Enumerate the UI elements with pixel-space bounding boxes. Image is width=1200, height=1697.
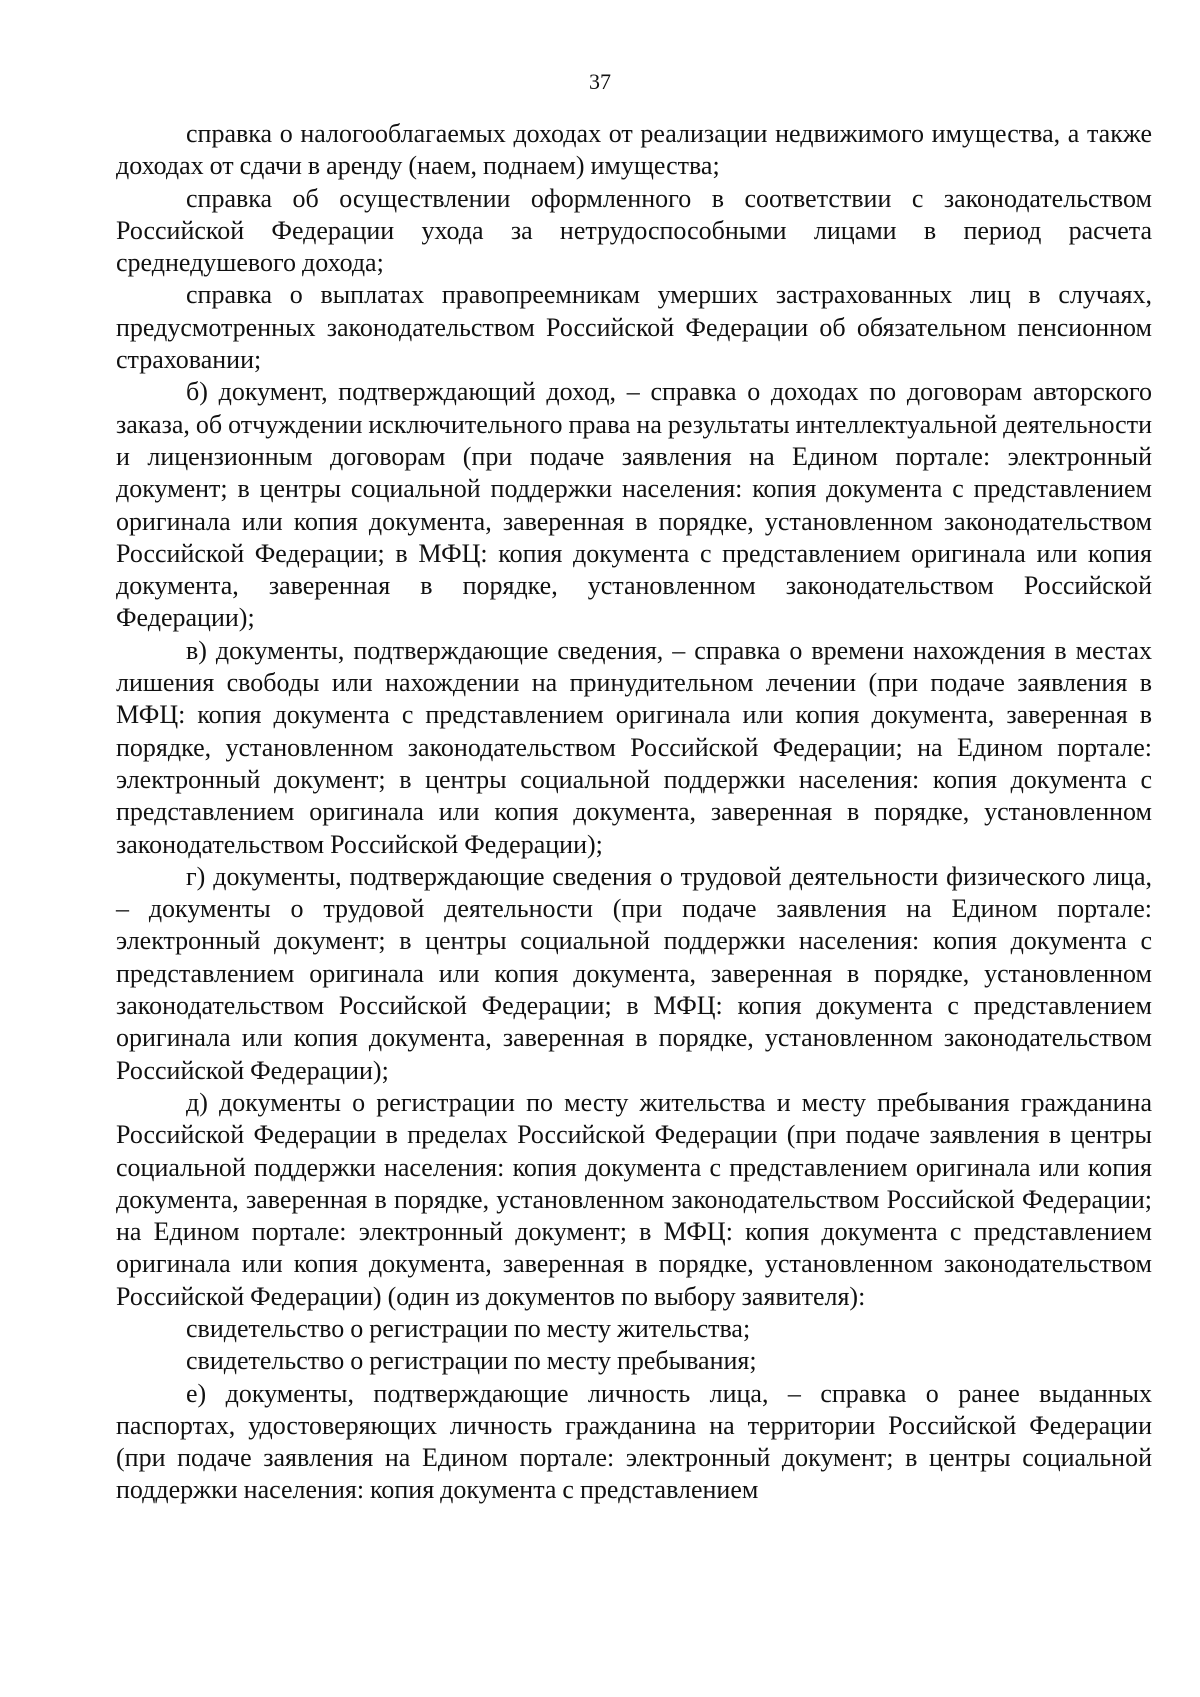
- page-number: 37: [589, 69, 611, 94]
- paragraph-3: справка о выплатах правопреемникам умерших застрахованных лиц в случаях, предусмотренных законодательством Российской Федерации об обязательном пенсионном страховании;: [116, 280, 1152, 375]
- paragraph-2: справка об осуществлении оформленного в соответствии с законодательством Российской Федерации ухода за нетрудоспособными лицами в период расчета среднедушевого дохода;: [116, 183, 1152, 278]
- paragraph-5: в) документы, подтверждающие сведения, – справка о времени нахождения в местах лишения свободы или нахождении на принудительном лечении (при подаче заявления в МФЦ: копия документа с представлением оригинала или копия документа, заверенная в порядке, установленном законодательством Российской Федерации; на Едином портале: электронный документ; в центры социальной поддержки населения: копия документа с представлением оригинала или копия документа, заверенная в порядке, установленном законодательством Российской Федерации);: [116, 635, 1152, 859]
- paragraph-4: б) документ, подтверждающий доход, – справка о доходах по договорам авторского заказа, об отчуждении исключительного права на результаты интеллектуальной деятельности и лицензионным договорам (при подаче заявления на Едином портале: электронный документ; в центры социальной поддержки населения: копия документа с представлением оригинала или копия документа, заверенная в порядке, установленном законодательством Российской Федерации; в МФЦ: копия документа с представлением оригинала или копия документа, заверенная в порядке, установленном законодательством Российской Федерации);: [116, 377, 1152, 633]
- paragraph-1: справка о налогооблагаемых доходах от реализации недвижимого имущества, а также доходах от сдачи в аренду (наем, поднаем) имущества;: [116, 119, 1152, 181]
- paragraph-6: г) документы, подтверждающие сведения о трудовой деятельности физического лица, – документы о трудовой деятельности (при подаче заявления на Едином портале: электронный документ; в центры социальной поддержки населения: копия документа с представлением оригинала или копия документа, заверенная в порядке, установленном законодательством Российской Федерации; в МФЦ: копия документа с представлением оригинала или копия документа, заверенная в порядке, установленном законодательством Российской Федерации);: [116, 861, 1152, 1085]
- paragraph-7: д) документы о регистрации по месту жительства и месту пребывания гражданина Российской Федерации в пределах Российской Федерации (при подаче заявления в центры социальной поддержки населения: копия документа с представлением оригинала или копия документа, заверенная в порядке, установленном законодательством Российской Федерации; на Едином портале: электронный документ; в МФЦ: копия документа с представлением оригинала или копия документа, заверенная в порядке, установленном законодательством Российской Федерации) (один из документов по выбору заявителя):: [116, 1087, 1152, 1311]
- paragraph-10: е) документы, подтверждающие личность лица, – справка о ранее выданных паспортах, удостоверяющих личность гражданина на территории Российской Федерации (при подаче заявления на Едином портале: электронный документ; в центры социальной поддержки населения: копия документа с представлением: [116, 1378, 1152, 1505]
- document-body: [116, 118, 1152, 1507]
- paragraph-9: свидетельство о регистрации по месту пребывания;: [186, 1346, 757, 1376]
- paragraph-8: свидетельство о регистрации по месту жительства;: [186, 1313, 751, 1343]
